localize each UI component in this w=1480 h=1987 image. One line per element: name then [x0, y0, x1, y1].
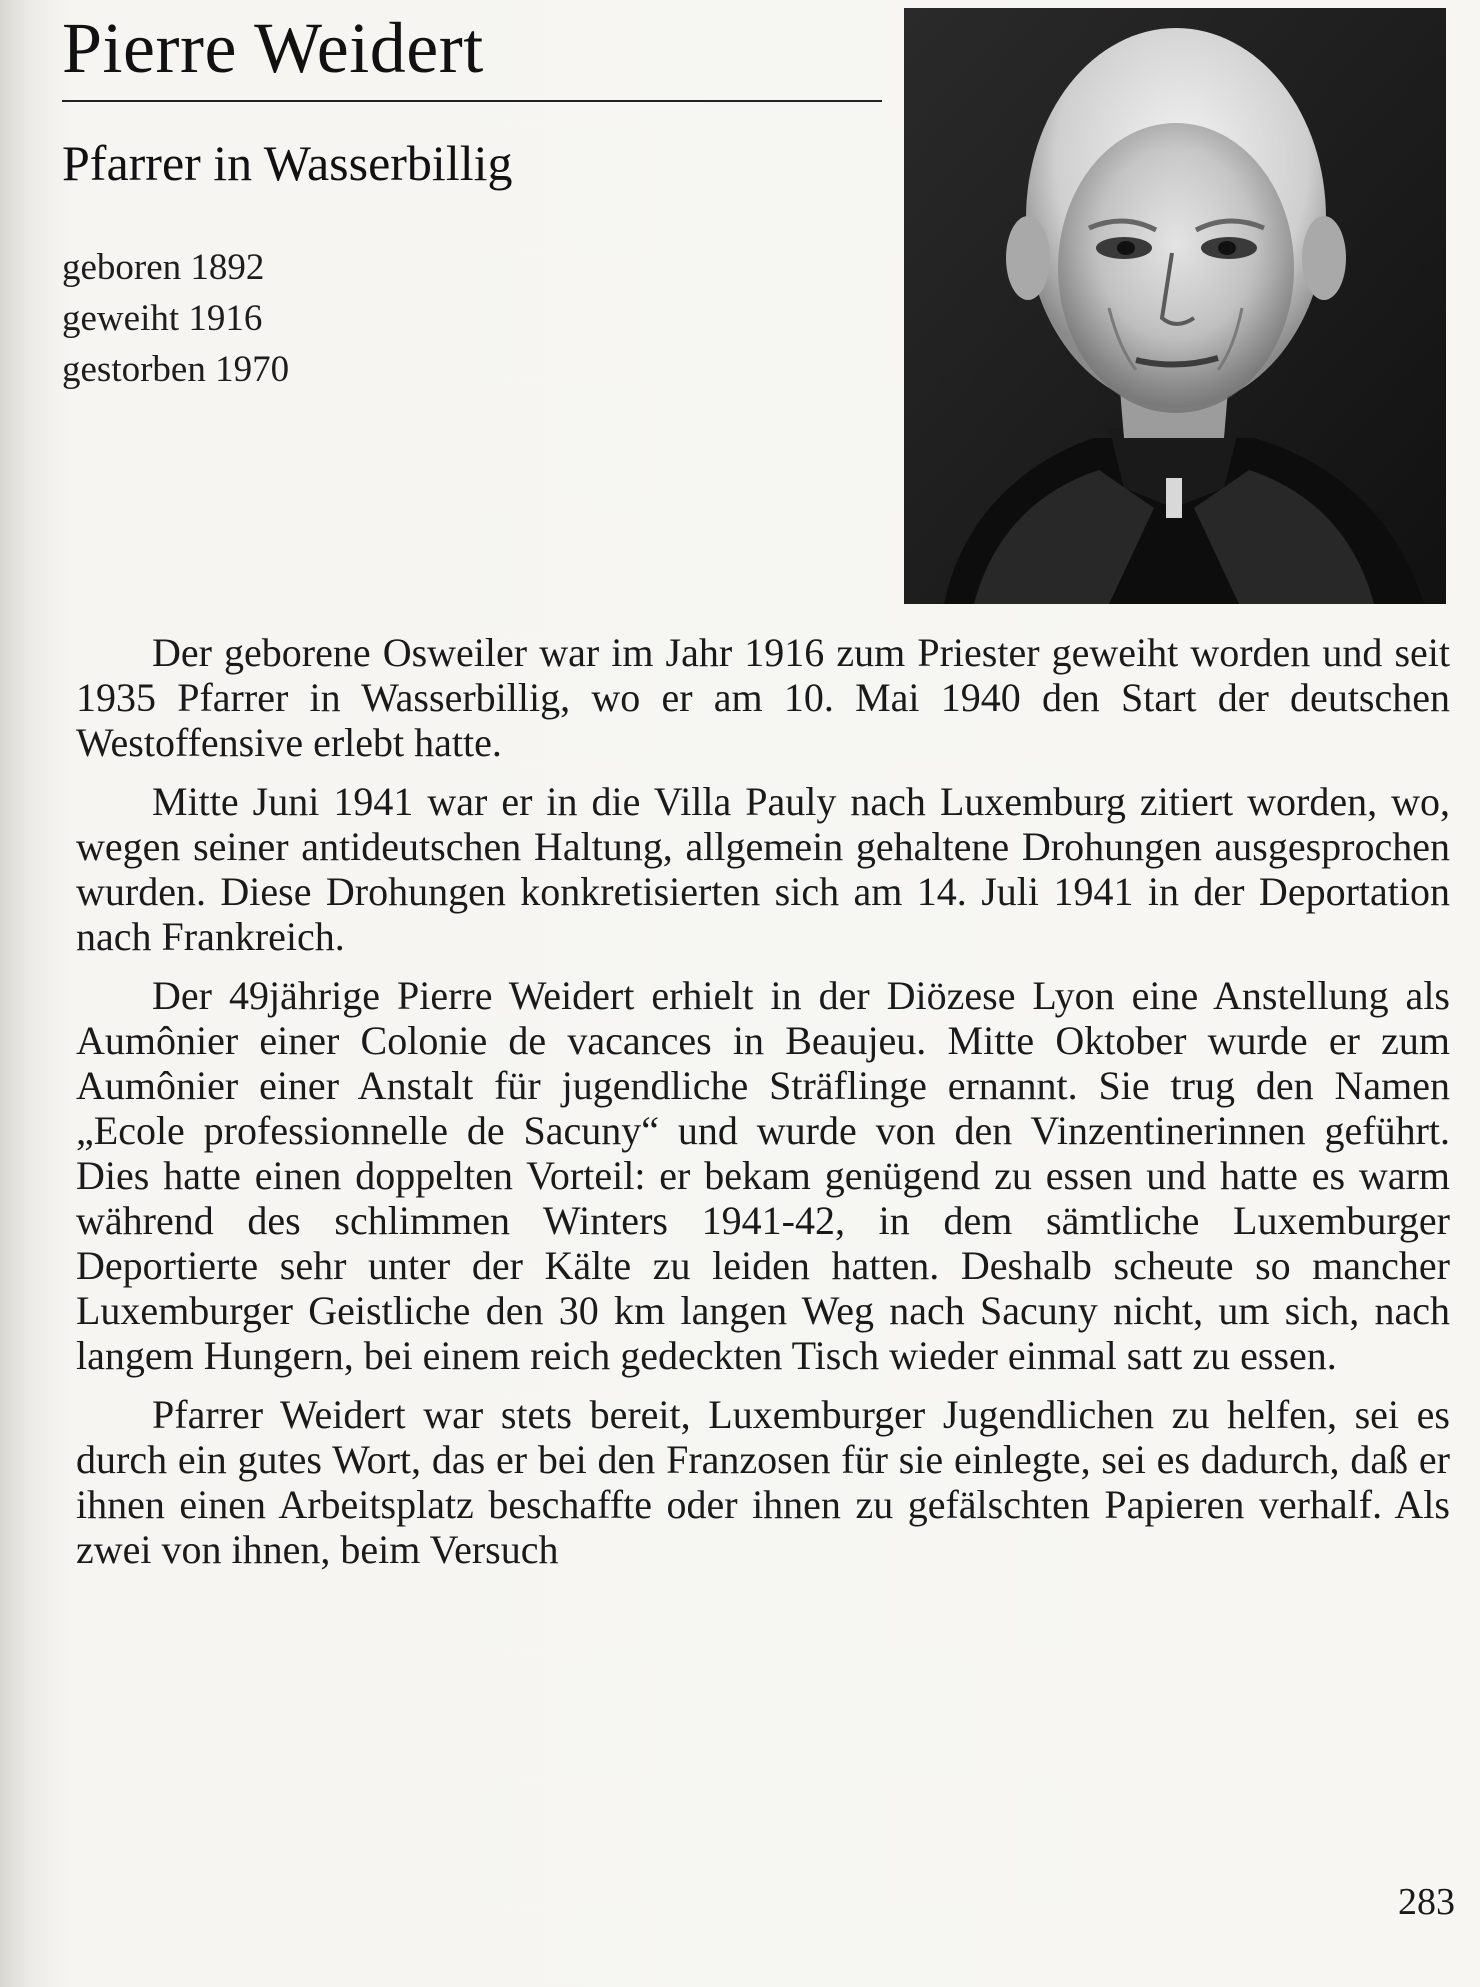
page-subtitle: Pfarrer in Wasserbillig	[62, 135, 513, 191]
bio-born: geboren 1892	[62, 247, 265, 288]
bio-ordained: geweiht 1916	[62, 298, 263, 339]
page-title: Pierre Weidert	[62, 8, 484, 88]
portrait-photo-icon	[904, 8, 1446, 604]
bio-died: gestorben 1970	[62, 349, 290, 390]
bio-dates	[62, 242, 289, 395]
page-number: 283	[1398, 1881, 1455, 1923]
paragraph: Mitte Juni 1941 war er in die Villa Pauly nach Luxemburg zitiert worden, wo, wegen seiner antideutschen Haltung, allgemein gehaltene Drohungen ausgesprochen wurden. Diese Drohungen konkretisierten sich am 14. Juli 1941 in der Deportation nach Frankreich.	[76, 779, 1450, 959]
article-body	[76, 630, 1450, 1586]
title-rule	[62, 100, 882, 102]
paragraph: Pfarrer Weidert war stets bereit, Luxemburger Jugendlichen zu helfen, sei es durch ein gutes Wort, das er bei den Franzosen für sie einlegte, sei es dadurch, daß er ihnen einen Arbeitsplatz beschaffte oder ihnen zu gefälschten Papieren verhalf. Als zwei von ihnen, beim Versuch	[76, 1392, 1450, 1572]
paragraph: Der geborene Osweiler war im Jahr 1916 zum Priester geweiht worden und seit 1935 Pfarrer in Wasserbillig, wo er am 10. Mai 1940 den Start der deutschen Westoffensive erlebt hatte.	[76, 630, 1450, 765]
portrait-drawing	[904, 8, 1446, 604]
paragraph: Der 49jährige Pierre Weidert erhielt in der Diözese Lyon eine Anstellung als Aumônier einer Colonie de vacances in Beaujeu. Mitte Oktober wurde er zum Aumônier einer Anstalt für jugendliche Sträflinge ernannt. Sie trug den Namen „Ecole professionnelle de Sacuny“ und wurde von den Vinzentinerinnen geführt. Dies hatte einen doppelten Vorteil: er bekam genügend zu essen und hatte es warm während des schlimmen Winters 1941-42, in dem sämtliche Luxemburger Deportierte sehr unter der Kälte zu leiden hatten. Deshalb scheute so mancher Luxemburger Geistliche den 30 km langen Weg nach Sacuny nicht, um sich, nach langem Hungern, bei einem reich gedeckten Tisch wieder einmal satt zu essen.	[76, 973, 1450, 1378]
